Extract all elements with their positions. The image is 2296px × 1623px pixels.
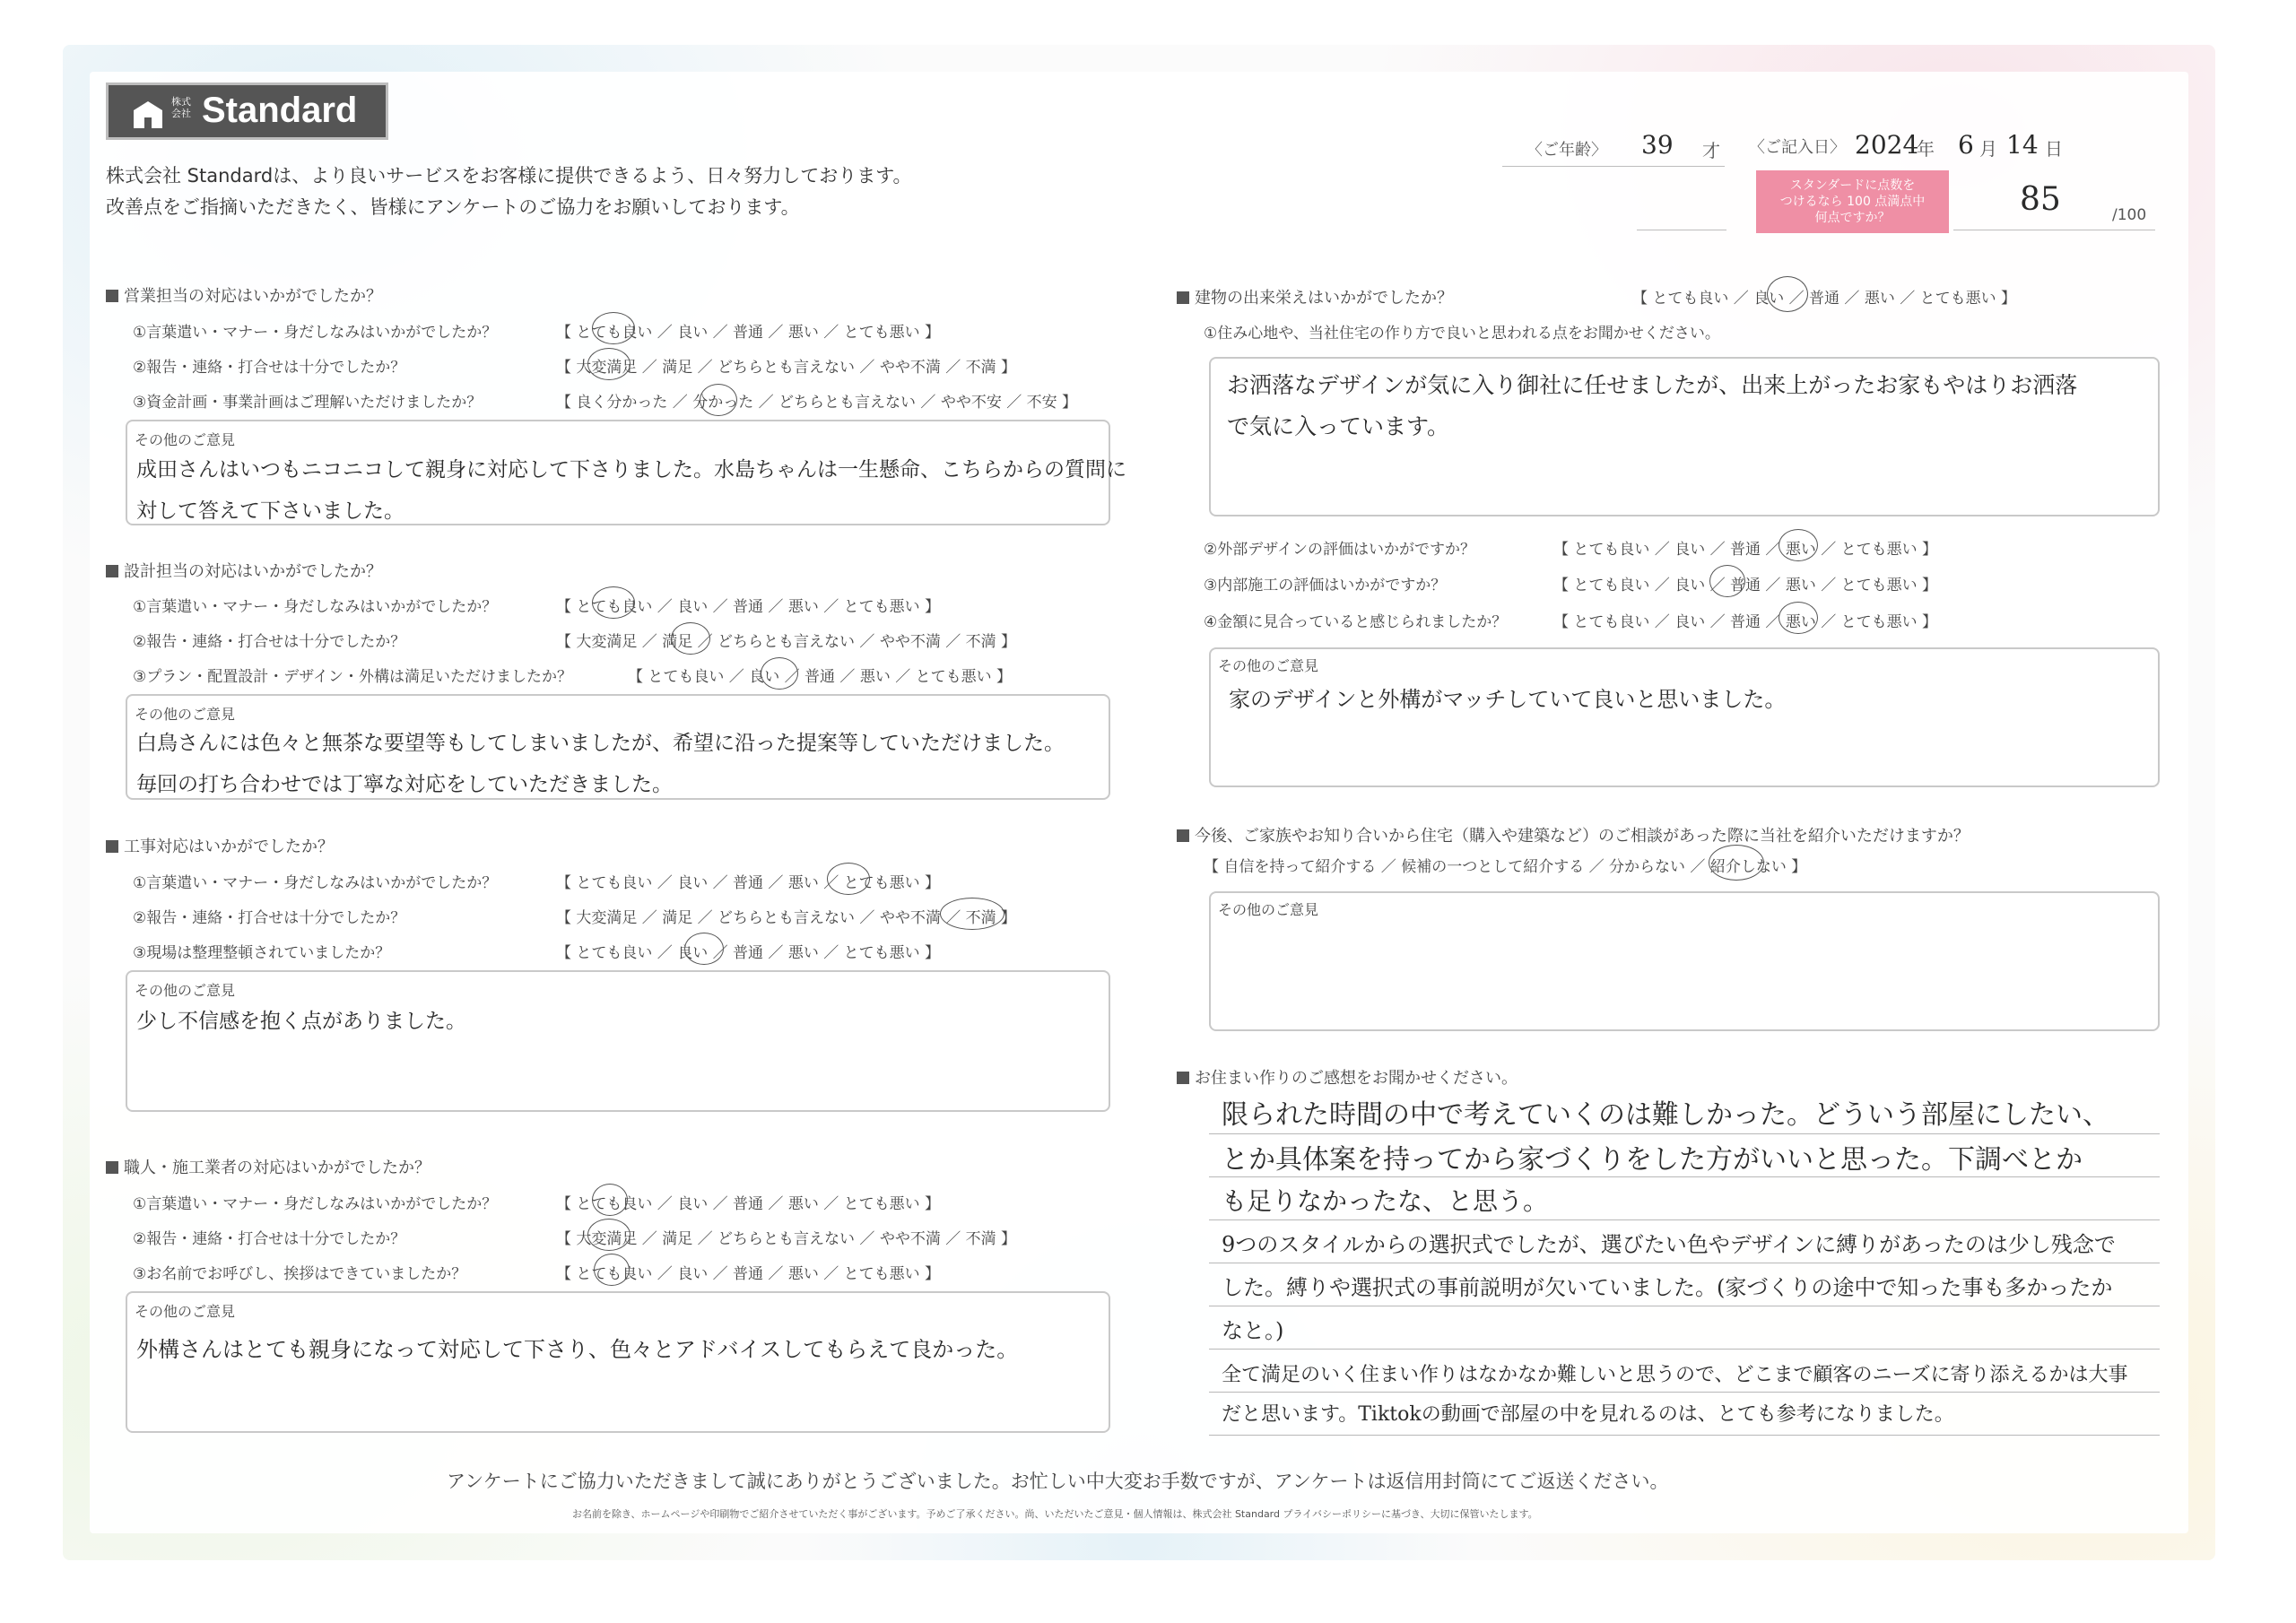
- date-label: 〈ご記入日〉: [1749, 138, 1846, 157]
- company-logo: [106, 82, 388, 140]
- craftsmen-section-title: 職人・施工業者の対応はいかがでしたか？: [106, 1155, 430, 1178]
- logo-name: Standard: [202, 91, 358, 130]
- building-section-title: 建物の出来栄えはいかがでしたか？: [1177, 285, 1453, 308]
- impressions-line-2: とか具体案を持ってから家づくりをした方がいいと思った。下調べとか: [1222, 1144, 2083, 1176]
- sales-comment-line-1: 成田さんはいつもニコニコして親身に対応して下さりました。水島ちゃんは一生懸命、こちらからの質問に: [136, 458, 1126, 482]
- sales-q1: ①言葉遣い・マナー・身だしなみはいかがでしたか？: [133, 324, 498, 342]
- selection-mark: [1709, 565, 1745, 597]
- building-q1-answer-line-2: で気に入っています。: [1227, 413, 1450, 439]
- logo-kabushiki: 株式 会社: [171, 96, 191, 119]
- design-comment-line-2: 毎回の打ち合わせでは丁寧な対応をしていただきました。: [136, 773, 673, 796]
- building-q4-options: 【 とても良い ／ 良い ／ 普通 ／ 悪い ／ とても悪い 】: [1553, 613, 1938, 631]
- building-comment-label: その他のご意見: [1218, 657, 1319, 674]
- building-q2-options: 【 とても良い ／ 良い ／ 普通 ／ 悪い ／ とても悪い 】: [1553, 541, 1938, 559]
- building-q4: ④金額に見合っていると感じられましたか？: [1204, 613, 1508, 631]
- selection-mark: [1709, 845, 1764, 881]
- impressions-line-7: 全て満足のいく住まい作りはなかなか難しいと思うので、どこまで顧客のニーズに寄り添えるかは大事: [1222, 1364, 2128, 1386]
- construction-comment-line-1: 少し不信感を抱く点がありました。: [136, 1010, 466, 1033]
- intro-line-1: 株式会社 Standardは、より良いサービスをお客様に提供できるよう、日々努力しております。: [106, 165, 912, 187]
- design-comment-line-1: 白鳥さんには色々と無茶な要望等もしてしまいましたが、希望に沿った提案等していただけました。: [136, 732, 1065, 755]
- referral-comment-label: その他のご意見: [1218, 901, 1319, 918]
- selection-mark: [592, 1184, 628, 1216]
- design-q2: ②報告・連絡・打合せは十分でしたか？: [133, 633, 406, 651]
- selection-mark: [671, 622, 710, 655]
- year-unit: 年: [1917, 138, 1935, 160]
- selection-mark: [700, 384, 737, 416]
- construction-q1-options: 【 とても良い ／ 良い ／ 普通 ／ 悪い ／ とても悪い 】: [556, 874, 941, 892]
- date-year: 2024: [1855, 130, 1919, 160]
- score-max: /100: [2112, 206, 2147, 224]
- section-marker-icon: [1177, 1072, 1189, 1084]
- sales-q3: ③資金計画・事業計画はご理解いただけましたか？: [133, 394, 483, 412]
- age-unit: 才: [1702, 140, 1720, 161]
- impressions-line-3: も足りなかったな、と思う。: [1222, 1186, 1549, 1216]
- intro-line-2: 改善点をご指摘いただきたく、皆様にアンケートのご協力をお願いしております。: [106, 196, 800, 218]
- selection-mark: [594, 1254, 630, 1286]
- selection-mark: [684, 933, 724, 965]
- section-marker-icon: [106, 1161, 118, 1174]
- score-prompt: スタンダードに点数を つけるなら 100 点満点中 何点ですか？: [1756, 170, 1949, 233]
- age-label: 〈ご年齢〉: [1526, 141, 1607, 160]
- impressions-line-1: 限られた時間の中で考えていくのは難しかった。どういう部屋にしたい、: [1222, 1099, 2109, 1131]
- section-marker-icon: [106, 840, 118, 853]
- building-q3-options: 【 とても良い ／ 良い ／ 普通 ／ 悪い ／ とても悪い 】: [1553, 577, 1938, 595]
- section-marker-icon: [1177, 829, 1189, 842]
- craftsmen-q3-options: 【 とても良い ／ 良い ／ 普通 ／ 悪い ／ とても悪い 】: [556, 1265, 941, 1283]
- sales-q2-options: 【 大変満足 ／ 満足 ／ どちらとも言えない ／ やや不満 ／ 不満 】: [556, 359, 1017, 377]
- design-q1-options: 【 とても良い ／ 良い ／ 普通 ／ 悪い ／ とても悪い 】: [556, 598, 941, 616]
- sales-section-title: 営業担当の対応はいかがでしたか？: [106, 283, 382, 307]
- referral-options: 【 自信を持って紹介する ／ 候補の一つとして紹介する ／ 分からない ／ 紹介しない 】: [1204, 858, 1807, 876]
- construction-section-title: 工事対応はいかがでしたか？: [106, 834, 334, 857]
- design-section-title: 設計担当の対応はいかがでしたか？: [106, 559, 382, 582]
- house-logo-icon: [132, 98, 164, 130]
- day-unit: 日: [2045, 138, 2063, 160]
- craftsmen-comment-line-1: 外構さんはとても親身になって対応して下さり、色々とアドバイスしてもらえて良かった。: [136, 1337, 1019, 1362]
- sales-comment-label: その他のご意見: [135, 431, 236, 448]
- date-day: 14: [2006, 130, 2039, 160]
- craftsmen-q1-options: 【 とても良い ／ 良い ／ 普通 ／ 悪い ／ とても悪い 】: [556, 1195, 941, 1213]
- selection-mark: [592, 312, 635, 344]
- selection-mark: [587, 348, 631, 380]
- selection-mark: [592, 586, 635, 619]
- building-comment-box[interactable]: [1209, 647, 2160, 787]
- referral-section-title: 今後、ご家族やお知り合いから住宅（購入や建築など）のご相談があった際に当社を紹介いただけますか？: [1177, 823, 1970, 846]
- design-q3-options: 【 とても良い ／ 良い ／ 普通 ／ 悪い ／ とても悪い 】: [628, 668, 1013, 686]
- construction-q2: ②報告・連絡・打合せは十分でしたか？: [133, 909, 406, 927]
- section-marker-icon: [106, 290, 118, 302]
- construction-comment-label: その他のご意見: [135, 982, 236, 999]
- impressions-line-4: 9つのスタイルからの選択式でしたが、選びたい色やデザインに縛りがあったのは少し残念で: [1222, 1232, 2116, 1257]
- building-q3: ③内部施工の評価はいかがですか？: [1204, 577, 1447, 595]
- construction-q3-options: 【 とても良い ／ 良い ／ 普通 ／ 悪い ／ とても悪い 】: [556, 944, 941, 962]
- referral-comment-box[interactable]: [1209, 891, 2160, 1031]
- selection-mark: [1779, 602, 1818, 634]
- design-q1: ①言葉遣い・マナー・身だしなみはいかがでしたか？: [133, 598, 498, 616]
- selection-mark: [587, 1219, 631, 1251]
- craftsmen-q1: ①言葉遣い・マナー・身だしなみはいかがでしたか？: [133, 1195, 498, 1213]
- construction-q3: ③現場は整理整頓されていましたか？: [133, 944, 391, 962]
- construction-q1: ①言葉遣い・マナー・身だしなみはいかがでしたか？: [133, 874, 498, 892]
- impressions-line-6: なと。): [1222, 1318, 1284, 1343]
- selection-mark: [761, 657, 798, 690]
- selection-mark: [1767, 276, 1808, 312]
- impressions-section-title: お住まい作りのご感想をお聞かせください。: [1177, 1065, 1518, 1089]
- construction-q2-options: 【 大変満足 ／ 満足 ／ どちらとも言えない ／ やや不満 ／ 不満 】: [556, 909, 1017, 927]
- design-q3: ③プラン・配置設計・デザイン・外構は満足いただけましたか？: [133, 668, 573, 686]
- building-q2: ②外部デザインの評価はいかがですか？: [1204, 541, 1476, 559]
- date-month: 6: [1958, 130, 1974, 160]
- footer-privacy: お名前を除き、ホームページや印刷物でご紹介させていただく事がございます。予めご了承ください。尚、いただいたご意見・個人情報は、株式会社 Standard プライバシーポリシーに基づき、大切に保管いたします。: [572, 1508, 1538, 1520]
- month-unit: 月: [1979, 138, 1997, 160]
- impressions-line-8: だと思います。Tiktokの動画で部屋の中を見れるのは、とても参考になりました。: [1222, 1403, 1954, 1426]
- building-title-options: 【 とても良い ／ 良い ／ 普通 ／ 悪い ／ とても悪い 】: [1632, 290, 2017, 308]
- selection-mark: [940, 898, 1004, 930]
- sales-comment-line-2: 対して答えて下さいました。: [136, 499, 404, 523]
- sales-q1-options: 【 とても良い ／ 良い ／ 普通 ／ 悪い ／ とても悪い 】: [556, 324, 941, 342]
- section-marker-icon: [1177, 291, 1189, 304]
- craftsmen-q3: ③お名前でお呼びし、挨拶はできていましたか？: [133, 1265, 467, 1283]
- craftsmen-q2: ②報告・連絡・打合せは十分でしたか？: [133, 1230, 406, 1248]
- design-q2-options: 【 大変満足 ／ 満足 ／ どちらとも言えない ／ やや不満 ／ 不満 】: [556, 633, 1017, 651]
- age-value: 39: [1641, 130, 1674, 160]
- impressions-line-5: した。縛りや選択式の事前説明が欠いていました。(家づくりの途中で知った事も多かったか: [1222, 1275, 2113, 1300]
- section-marker-icon: [106, 565, 118, 577]
- craftsmen-comment-label: その他のご意見: [135, 1303, 236, 1320]
- sales-q3-options: 【 良く分かった ／ 分かった ／ どちらとも言えない ／ やや不安 ／ 不安 】: [556, 394, 1078, 412]
- sales-q2: ②報告・連絡・打合せは十分でしたか？: [133, 359, 406, 377]
- construction-comment-box[interactable]: [126, 970, 1110, 1112]
- building-comment-line-1: 家のデザインと外構がマッチしていて良いと思いました。: [1229, 687, 1787, 712]
- craftsmen-q2-options: 【 大変満足 ／ 満足 ／ どちらとも言えない ／ やや不満 ／ 不満 】: [556, 1230, 1017, 1248]
- design-comment-label: その他のご意見: [135, 706, 236, 723]
- selection-mark: [827, 863, 870, 895]
- building-q1-answer-line-1: お洒落なデザインが気に入り御社に任せましたが、出来上がったお家もやはりお洒落: [1227, 372, 2078, 398]
- footer-thanks: アンケートにご協力いただきまして誠にありがとうございました。お忙しい中大変お手数ですが、アンケートは返信用封筒にてご返送ください。: [447, 1471, 1669, 1492]
- building-q1: ①住み心地や、当社住宅の作り方で良いと思われる点をお聞かせください。: [1204, 325, 1720, 343]
- selection-mark: [1779, 529, 1818, 561]
- score-value: 85: [2020, 181, 2061, 218]
